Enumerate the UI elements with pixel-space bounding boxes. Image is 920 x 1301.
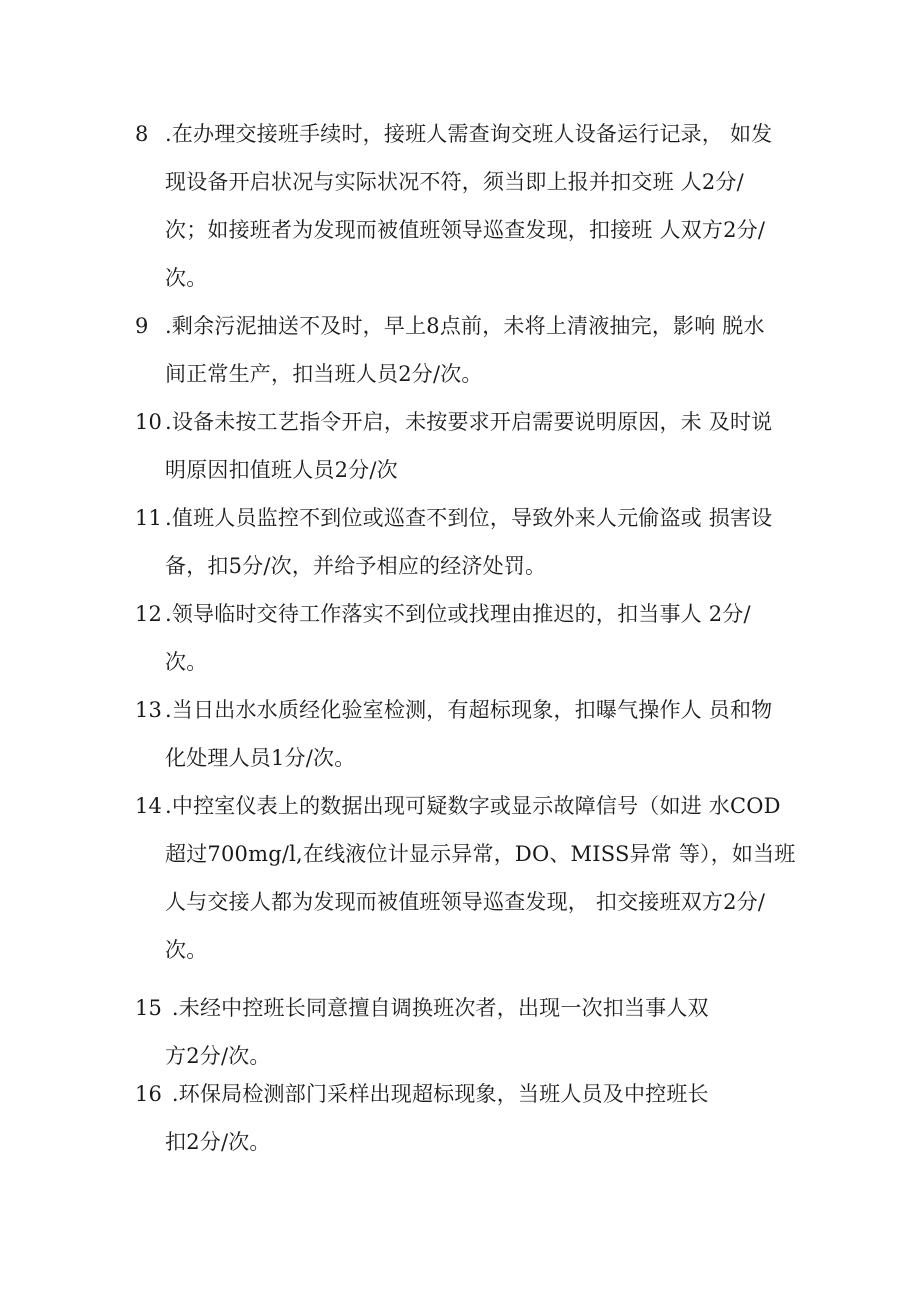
item-number: 13 xyxy=(135,698,163,722)
item-text-line: 方2分/次。 xyxy=(165,1044,271,1068)
item-text-line: 化处理人员1分/次。 xyxy=(165,746,356,770)
item-number: 8 xyxy=(135,122,149,146)
item-text-line: .环保局检测部门采样出现超标现象，当班人员及中控班长 xyxy=(165,1082,709,1106)
list-item xyxy=(135,302,795,398)
item-text-line: .在办理交接班手续时，接班人需查询交班人设备运行记录， 如发 xyxy=(165,122,773,146)
item-text-line: 现设备开启状况与实际状况不符，须当即上报并扣交班 人2分/ xyxy=(165,170,744,194)
item-number: 9 xyxy=(135,314,149,338)
item-text-line: 扣2分/次。 xyxy=(165,1130,271,1154)
item-text-line: .中控室仪表上的数据出现可疑数字或显示故障信号（如进 水COD xyxy=(165,794,781,818)
list-item xyxy=(135,494,795,590)
item-text-line: .设备未按工艺指令开启，未按要求开启需要说明原因，未 及时说 xyxy=(165,410,773,434)
item-text-line: 人与交接人都为发现而被值班领导巡查发现， 扣交接班双方2分/ xyxy=(165,890,766,914)
item-text-line: 次；如接班者为发现而被值班领导巡查发现，扣接班 人双方2分/ xyxy=(165,218,766,242)
item-number: 10 xyxy=(135,410,163,434)
item-text-line: 超过700mg/l,在线液位计显示异常，DO、MISS异常 等），如当班 xyxy=(165,842,796,866)
item-number: 16 xyxy=(135,1082,163,1106)
item-text-line: 次。 xyxy=(165,266,208,290)
item-text-line: 间正常生产，扣当班人员2分/次。 xyxy=(165,362,483,386)
item-number: 15 xyxy=(135,996,163,1020)
item-text-line: .当日出水水质经化验室检测，有超标现象，扣曝气操作人 员和物 xyxy=(165,698,773,722)
item-text-line: .值班人员监控不到位或巡查不到位，导致外来人元偷盗或 损害设 xyxy=(165,506,773,530)
list-item xyxy=(135,590,795,686)
list-item xyxy=(135,398,795,494)
item-text-line: 备，扣5分/次，并给予相应的经济处罚。 xyxy=(165,554,547,578)
item-text-line: .领导临时交待工作落实不到位或找理由推迟的，扣当事人 2分/ xyxy=(165,602,751,626)
item-text-line: 次。 xyxy=(165,938,208,962)
list-item xyxy=(135,1070,795,1166)
item-number: 14 xyxy=(135,794,163,818)
list-item xyxy=(135,984,795,1080)
item-text-line: .未经中控班长同意擅自调换班次者，出现一次扣当事人双 xyxy=(165,996,709,1020)
item-number: 11 xyxy=(135,506,163,530)
list-item xyxy=(135,782,795,974)
item-text-line: .剩余污泥抽送不及时，早上8点前，未将上清液抽完，影响 脱水 xyxy=(165,314,765,338)
item-number: 12 xyxy=(135,602,163,626)
list-item xyxy=(135,110,795,302)
item-text-line: 明原因扣值班人员2分/次 xyxy=(165,458,398,482)
list-item xyxy=(135,686,795,782)
item-text-line: 次。 xyxy=(165,650,208,674)
